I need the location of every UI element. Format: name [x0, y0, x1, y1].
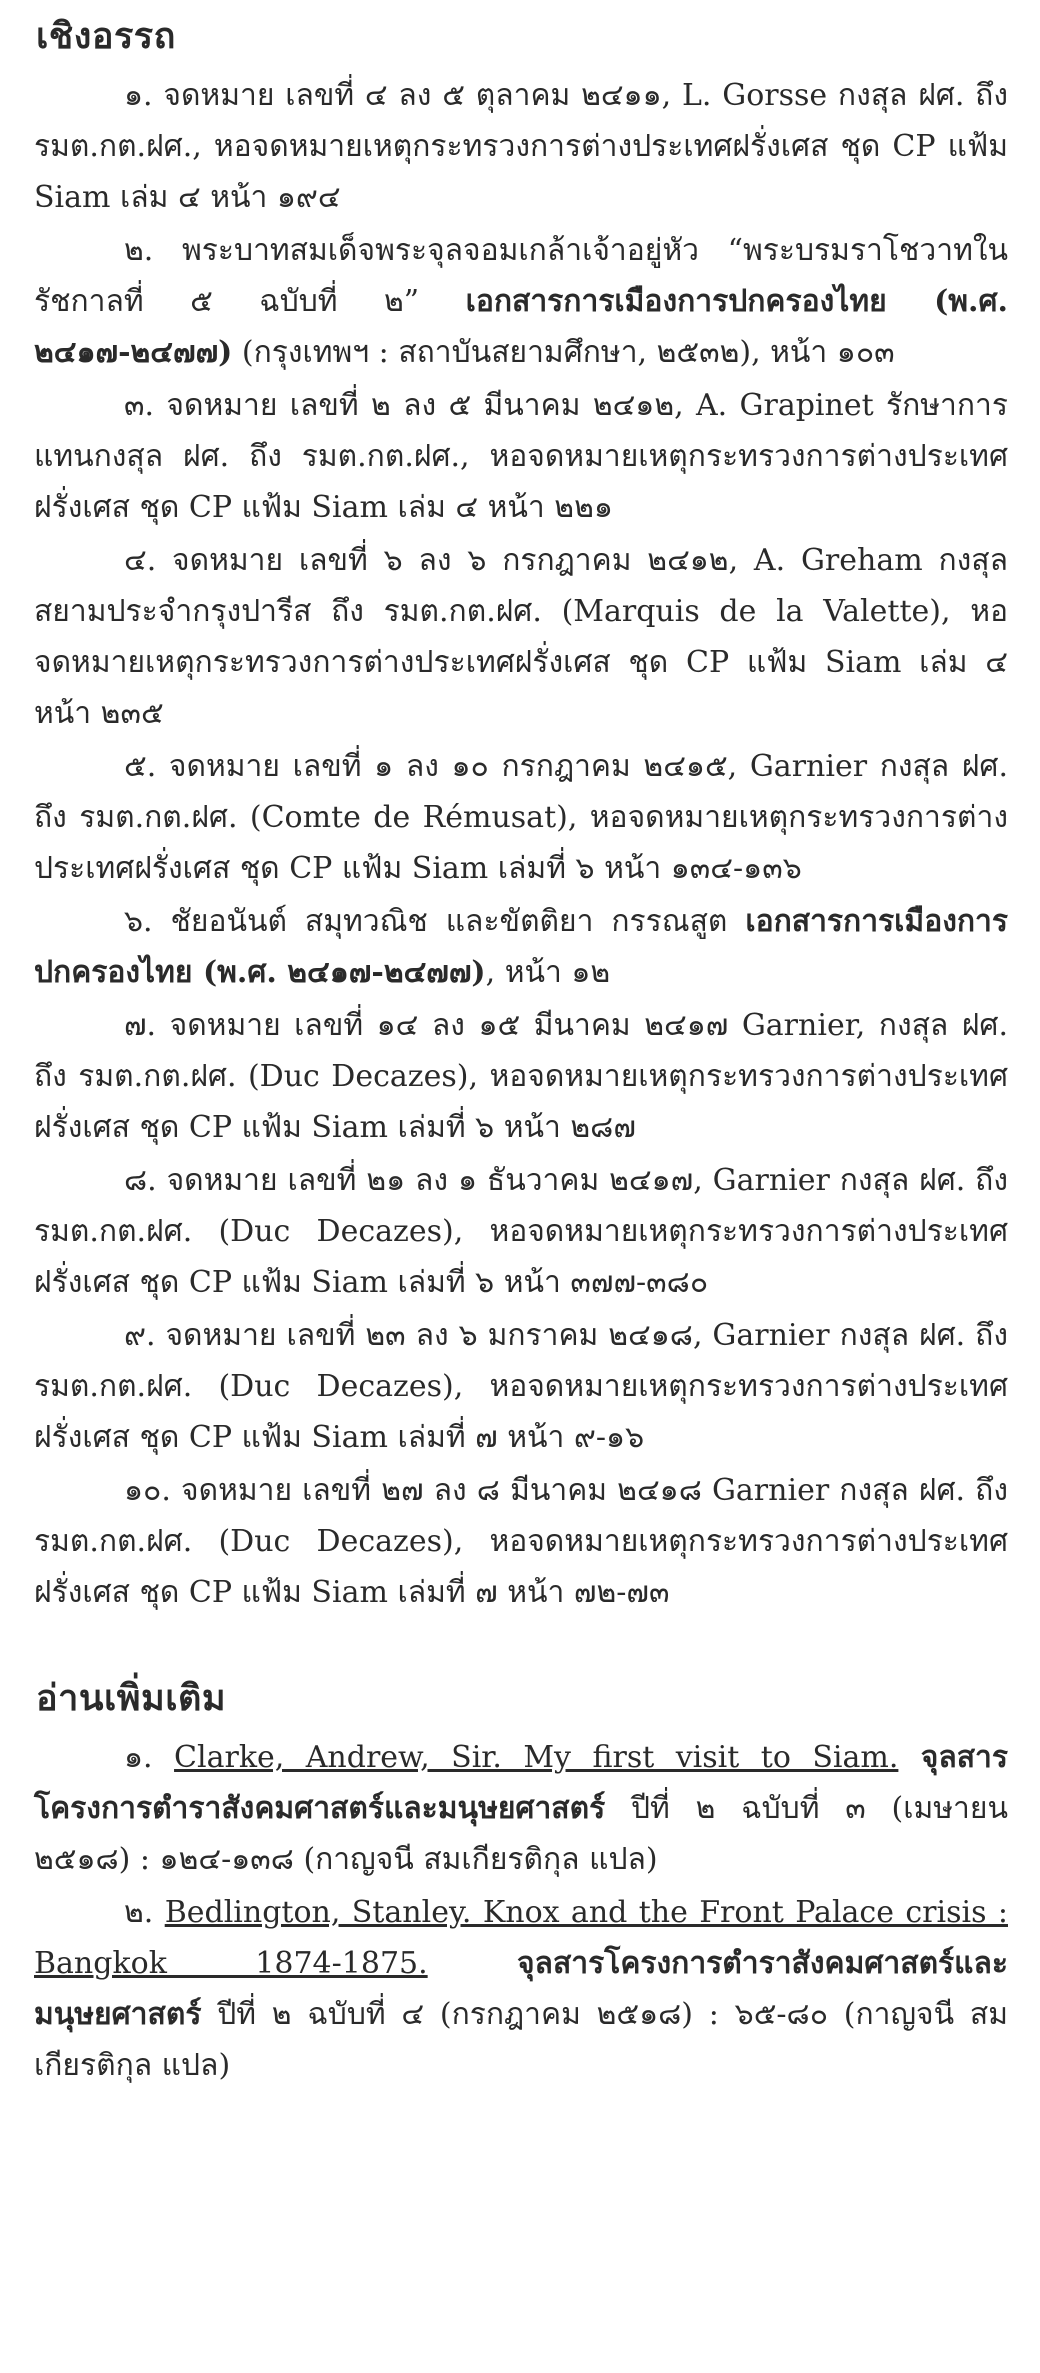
- note-text: ๒. พระบาทสมเด็จพระจุลจอมเกล้าเจ้าอยู่หัว “พระบรมราโชวาทในรัชกาลที่ ๕ ฉบับที่ ๒”: [34, 233, 1008, 319]
- note-item: [34, 896, 1008, 998]
- reading-heading: อ่านเพิ่มเติม: [36, 1677, 227, 1719]
- reading-journal-bold: จุลสารโครงการตำราสังคมศาสตร์และมนุษยศาสตร์: [34, 1740, 1008, 1826]
- reading-item: [34, 1732, 1008, 1885]
- note-item: ๔. จดหมาย เลขที่ ๖ ลง ๖ กรกฎาคม ๒๔๑๒, A. Greham กงสุลสยามประจำกรุงปารีส ถึง รมต.กต.ฝศ. (Marquis de la Valette), หอจดหมายเหตุกระทรวงการต่างประเทศฝรั่งเศส ชุด CP แฟ้ม Siam เล่ม ๔ หน้า ๒๓๕: [34, 543, 1008, 731]
- reading-source-title: Clarke, Andrew, Sir. My first visit to Siam.: [174, 1740, 899, 1775]
- note-text: ๖. ชัยอนันต์ สมุทวณิช และขัตติยา กรรณสูต: [124, 904, 746, 939]
- reading-text: ปีที่ ๒ ฉบับที่ ๔ (กรกฎาคม ๒๕๑๘) : ๖๕-๘๐ (กาญจนี สมเกียรติกุล แปล): [34, 1997, 1008, 2083]
- note-item: ๑๐. จดหมาย เลขที่ ๒๗ ลง ๘ มีนาคม ๒๔๑๘ Garnier กงสุล ฝศ. ถึง รมต.กต.ฝศ. (Duc Decazes), หอจดหมายเหตุกระทรวงการต่างประเทศฝรั่งเศส ชุด CP แฟ้ม Siam เล่มที่ ๗ หน้า ๗๒-๗๓: [34, 1473, 1008, 1610]
- notes-heading: เชิงอรรถ: [36, 15, 176, 57]
- note-item: [34, 225, 1008, 378]
- note-item: ๓. จดหมาย เลขที่ ๒ ลง ๕ มีนาคม ๒๔๑๒, A. Grapinet รักษาการแทนกงสุล ฝศ. ถึง รมต.กต.ฝศ., หอจดหมายเหตุกระทรวงการต่างประเทศฝรั่งเศส ชุด CP แฟ้ม Siam เล่ม ๔ หน้า ๒๒๑: [34, 388, 1008, 525]
- reading-text: ปีที่ ๒ ฉบับที่ ๓ (เมษายน ๒๕๑๘) : ๑๒๔-๑๓๘ (กาญจนี สมเกียรติกุล แปล): [34, 1791, 1008, 1877]
- note-item: ๑. จดหมาย เลขที่ ๔ ลง ๕ ตุลาคม ๒๔๑๑, L. Gorsse กงสุล ฝศ. ถึง รมต.กต.ฝศ., หอจดหมายเหตุกระทรวงการต่างประเทศฝรั่งเศส ชุด CP แฟ้ม Siam เล่ม ๔ หน้า ๑๙๔: [34, 78, 1008, 215]
- reading-number: ๑.: [124, 1740, 175, 1775]
- note-item: ๘. จดหมาย เลขที่ ๒๑ ลง ๑ ธันวาคม ๒๔๑๗, Garnier กงสุล ฝศ. ถึง รมต.กต.ฝศ. (Duc Decazes), หอจดหมายเหตุกระทรวงการต่างประเทศฝรั่งเศส ชุด CP แฟ้ม Siam เล่มที่ ๖ หน้า ๓๗๗-๓๘๐: [34, 1163, 1008, 1300]
- reading-list: [34, 1732, 1008, 2091]
- reading-number: ๒.: [124, 1895, 165, 1930]
- reading-journal-bold: จุลสารโครงการตำราสังคมศาสตร์และมนุษยศาสตร์: [34, 1946, 1008, 2032]
- note-item: ๙. จดหมาย เลขที่ ๒๓ ลง ๖ มกราคม ๒๔๑๘, Garnier กงสุล ฝศ. ถึง รมต.กต.ฝศ. (Duc Decazes), หอจดหมายเหตุกระทรวงการต่างประเทศฝรั่งเศส ชุด CP แฟ้ม Siam เล่มที่ ๗ หน้า ๙-๑๖: [34, 1318, 1008, 1455]
- note-item: ๕. จดหมาย เลขที่ ๑ ลง ๑๐ กรกฎาคม ๒๔๑๕, Garnier กงสุล ฝศ. ถึง รมต.กต.ฝศ. (Comte de Rémusat), หอจดหมายเหตุกระทรวงการต่างประเทศฝรั่งเศส ชุด CP แฟ้ม Siam เล่มที่ ๖ หน้า ๑๓๔-๑๓๖: [34, 749, 1008, 886]
- note-title-bold: เอกสารการเมืองการปกครองไทย (พ.ศ. ๒๔๑๗-๒๔๗๗): [34, 904, 1008, 990]
- note-text: (กรุงเทพฯ : สถาบันสยามศึกษา, ๒๕๓๒), หน้า ๑๐๓: [232, 335, 895, 370]
- reading-source-title: Bedlington, Stanley. Knox and the Front Palace crisis : Bangkok 1874-1875.: [34, 1895, 1008, 1981]
- note-text: , หน้า ๑๒: [485, 955, 611, 990]
- reading-item: [34, 1887, 1008, 2091]
- note-item: ๗. จดหมาย เลขที่ ๑๔ ลง ๑๕ มีนาคม ๒๔๑๗ Garnier, กงสุล ฝศ. ถึง รมต.กต.ฝศ. (Duc Decazes), หอจดหมายเหตุกระทรวงการต่างประเทศฝรั่งเศส ชุด CP แฟ้ม Siam เล่มที่ ๖ หน้า ๒๘๗: [34, 1008, 1008, 1145]
- note-title-bold: เอกสารการเมืองการปกครองไทย (พ.ศ. ๒๔๑๗-๒๔๗๗): [34, 284, 1008, 370]
- notes-list: [34, 70, 1008, 1618]
